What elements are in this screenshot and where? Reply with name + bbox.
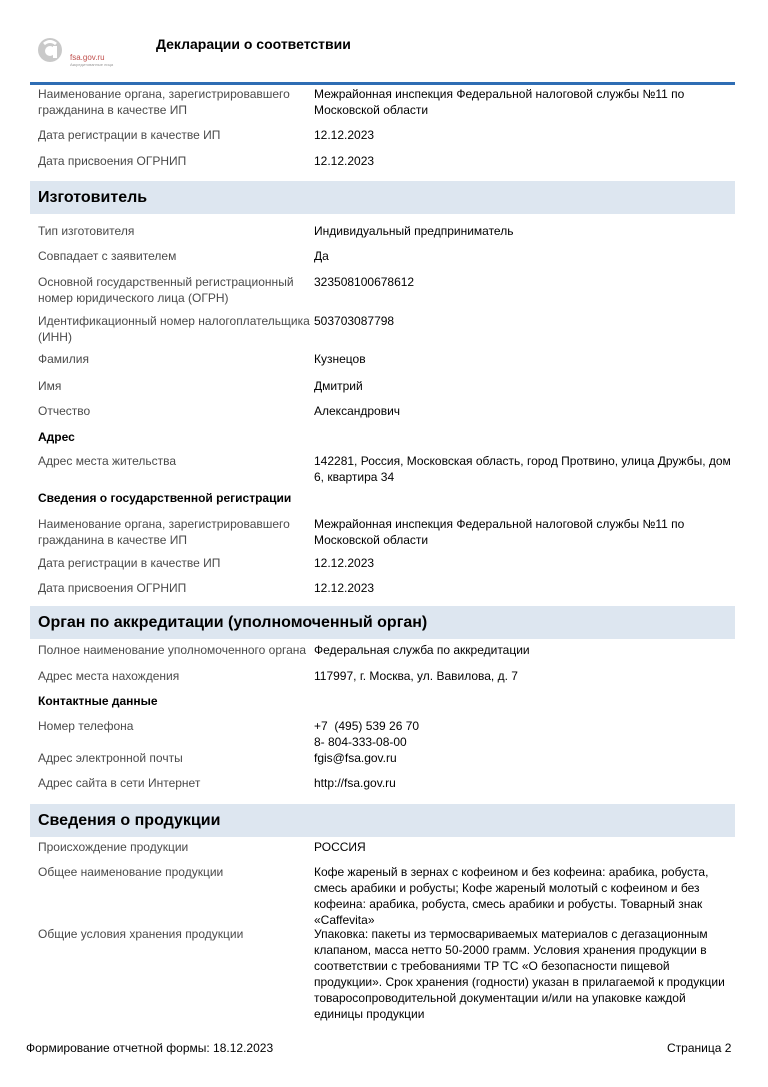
field-row — [30, 86, 735, 127]
field-label: Полное наименование уполномоченного органа — [38, 643, 307, 657]
field-value: 12.12.2023 — [314, 154, 375, 168]
page-header — [0, 0, 768, 86]
field-label: Общее наименование продукции — [38, 865, 224, 879]
field-label: Дата регистрации в качестве ИП — [38, 128, 221, 142]
field-label: Дата присвоения ОГРНИП — [38, 154, 187, 168]
page-number: Страница 2 — [667, 1041, 732, 1055]
field-value: Индивидуальный предприниматель — [314, 224, 514, 238]
field-label: Фамилия — [38, 352, 89, 366]
logo-text: fsa.gov.ru — [70, 53, 105, 62]
field-row — [30, 274, 735, 313]
field-row — [30, 750, 735, 775]
registration-subheading: Сведения о государственной регистрации — [38, 491, 292, 505]
field-value: fgis@fsa.gov.ru — [314, 751, 397, 765]
field-row — [30, 378, 735, 403]
field-value: Упаковка: пакеты из термосвариваемых материалов с дегазационным клапаном, масса нетто 50-2000 грамм. Условия хранения продукции в соответствии с требованиями ТР ТС «О безопасности пищевой продукции». Срок хранения (годности) указан в прилагаемой к продукции товаросопроводительной документации и/или на упаковке каждой единицы продукции — [314, 927, 725, 1021]
field-row — [30, 839, 735, 864]
field-label: Наименование органа, зарегистрировавшего гражданина в качестве ИП — [38, 517, 290, 547]
field-row — [30, 127, 735, 153]
field-row — [30, 580, 735, 606]
section-product-title: Сведения о продукции — [30, 804, 735, 837]
field-row — [30, 403, 735, 429]
field-row — [30, 453, 735, 490]
field-label: Совпадает с заявителем — [38, 249, 177, 263]
field-row — [30, 864, 735, 926]
field-value: Межрайонная инспекция Федеральной налоговой службы №11 по Московской области — [314, 517, 685, 547]
field-label: Происхождение продукции — [38, 840, 189, 854]
field-label: Основной государственный регистрационный номер юридического лица (ОГРН) — [38, 275, 294, 305]
field-value: Кузнецов — [314, 352, 366, 366]
field-value: Да — [314, 249, 329, 263]
field-label: Дата регистрации в качестве ИП — [38, 556, 221, 570]
field-value: 142281, Россия, Московская область, город Протвино, улица Дружбы, дом 6, квартира 34 — [314, 454, 731, 484]
field-value: 12.12.2023 — [314, 556, 375, 570]
field-label: Общие условия хранения продукции — [38, 927, 244, 941]
field-label: Дата присвоения ОГРНИП — [38, 581, 187, 595]
field-value: Федеральная служба по аккредитации — [314, 643, 530, 657]
field-row — [30, 668, 735, 693]
field-value: 117997, г. Москва, ул. Вавилова, д. 7 — [314, 669, 518, 683]
header-divider — [30, 82, 735, 85]
field-value: Дмитрий — [314, 379, 363, 393]
field-value: Кофе жареный в зернах с кофеином и без кофеина: арабика, робуста, смесь арабики и робусты; Кофе жареный молотый с кофеином и без кофеина: арабика, робуста, смесь арабики и робусты. Товарный знак «Caffevita» — [314, 865, 709, 927]
field-row — [30, 351, 735, 378]
field-row — [30, 153, 735, 181]
fsa-logo — [36, 36, 126, 68]
field-label: Адрес места жительства — [38, 454, 177, 468]
fsa-logo-icon — [36, 36, 64, 64]
field-value: 12.12.2023 — [314, 128, 375, 142]
field-label: Имя — [38, 379, 62, 393]
field-value: 503703087798 — [314, 314, 395, 328]
field-row — [30, 642, 735, 668]
field-row — [30, 718, 735, 750]
field-row — [30, 926, 735, 1022]
field-row — [30, 516, 735, 555]
contacts-subheading: Контактные данные — [38, 694, 158, 708]
field-label: Тип изготовителя — [38, 224, 135, 238]
field-value: 12.12.2023 — [314, 581, 375, 595]
field-value: Александрович — [314, 404, 401, 418]
field-row — [30, 555, 735, 580]
logo-subtext: Аккредитованные лица — [70, 62, 114, 67]
field-value: Межрайонная инспекция Федеральной налоговой службы №11 по Московской области — [314, 87, 685, 117]
field-label: Наименование органа, зарегистрировавшего гражданина в качестве ИП — [38, 87, 290, 117]
field-label: Адрес сайта в сети Интернет — [38, 776, 201, 790]
field-row — [30, 223, 735, 248]
field-value: 323508100678612 — [314, 275, 415, 289]
address-subheading: Адрес — [38, 430, 75, 444]
report-generated-date: Формирование отчетной формы: 18.12.2023 — [26, 1041, 274, 1055]
field-row — [30, 313, 735, 351]
field-label: Адрес электронной почты — [38, 751, 183, 765]
field-row — [30, 248, 735, 274]
phone-values — [314, 718, 735, 750]
field-label: Адрес места нахождения — [38, 669, 180, 683]
phone-number: 8- 804-333-08-00 — [314, 735, 407, 749]
field-label: Идентификационный номер налогоплательщика (ИНН) — [38, 314, 310, 344]
field-label: Отчество — [38, 404, 91, 418]
section-manufacturer-title: Изготовитель — [30, 181, 735, 214]
document-body — [30, 86, 735, 1022]
document-title: Декларации о соответствии — [156, 36, 351, 52]
section-accreditation-title: Орган по аккредитации (уполномоченный орган) — [30, 606, 735, 639]
field-value: http://fsa.gov.ru — [314, 776, 396, 790]
phone-number: +7 (495) 539 26 70 — [314, 719, 420, 733]
field-row — [30, 775, 735, 804]
field-value: РОССИЯ — [314, 840, 366, 854]
phone-label: Номер телефона — [38, 719, 134, 733]
